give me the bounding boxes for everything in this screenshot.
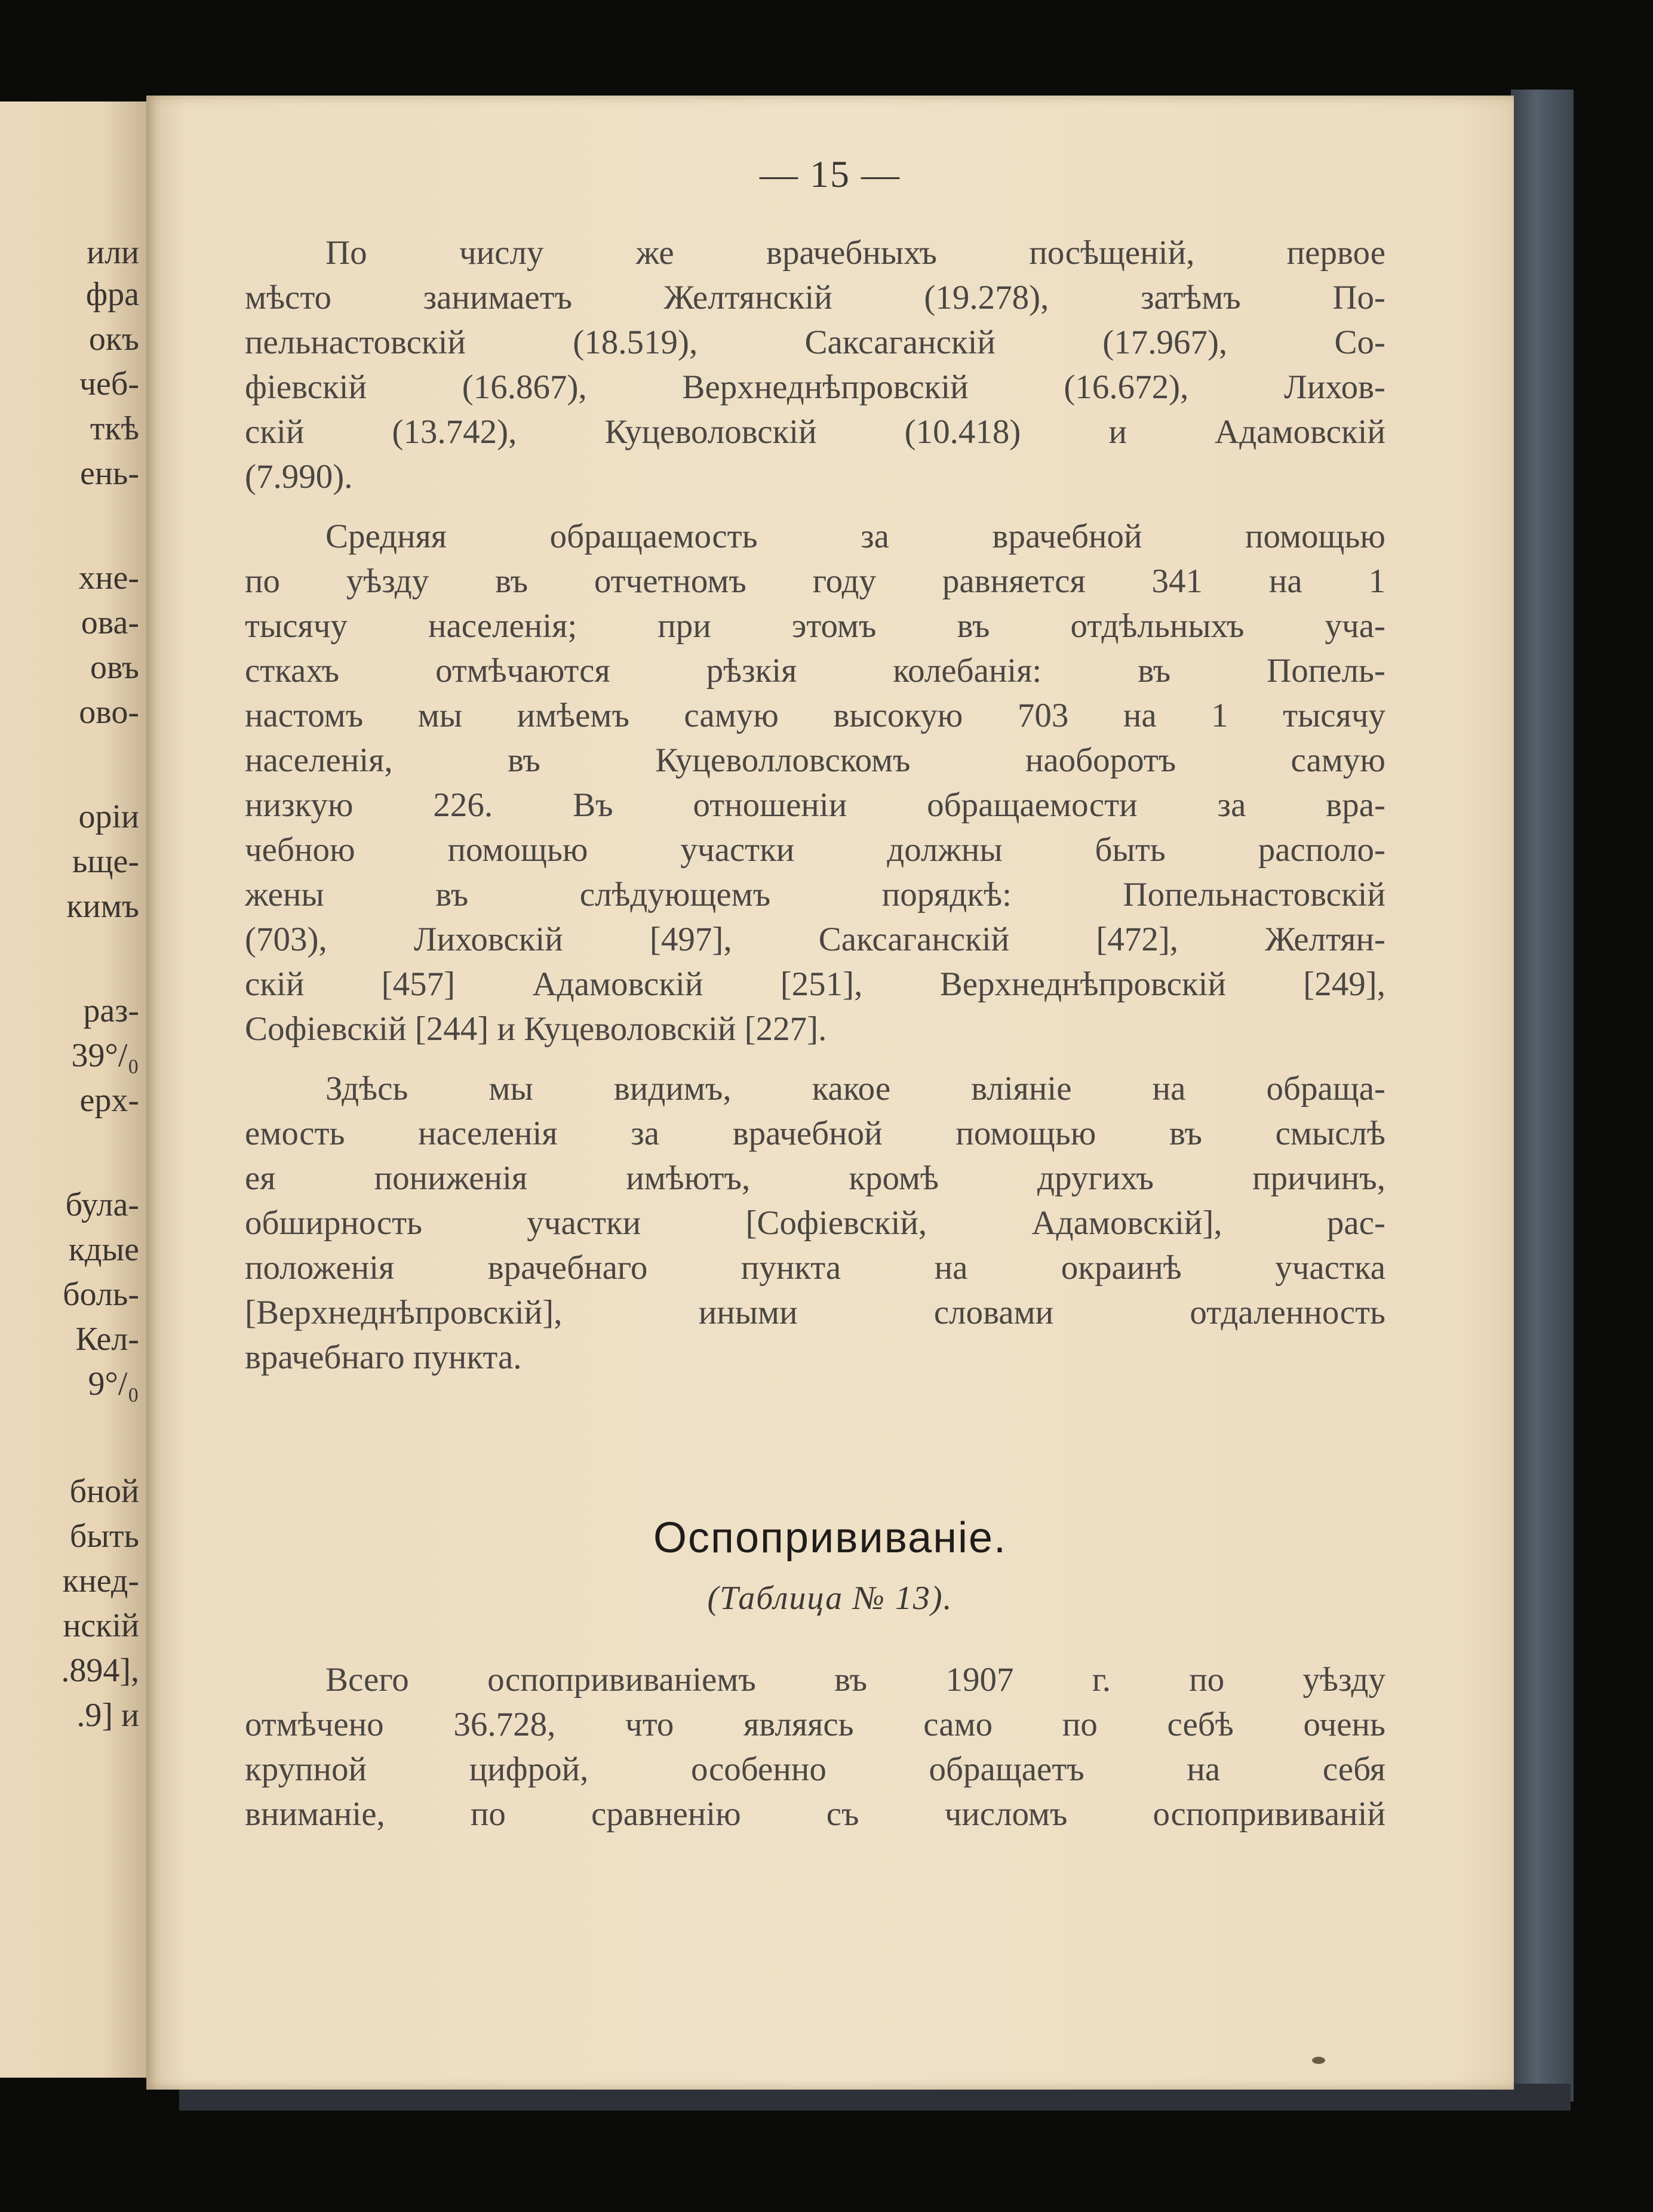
left-page-fragment: хне- [78,559,139,596]
text-line: (7.990). [245,458,353,496]
left-page-fragment: окъ [88,321,139,358]
section-heading: Оспопрививаніе. [653,1514,1007,1562]
book-page [146,96,1514,2090]
text-line: скій (13.742), Куцеволовскій (10.418) и Адамовскій [245,413,1385,451]
text-line: вниманіе, по сравненію съ числомъ оспопрививаній [245,1795,1385,1833]
text-line: Здѣсь мы видимъ, какое вліяніе на обраща- [325,1070,1385,1107]
left-page-fragment: овъ [90,649,139,686]
left-page-fragment: кимъ [66,888,139,925]
text-line: отмѣчено 36.728, что являясь само по себѣ очень [245,1706,1385,1743]
text-line: настомъ мы имѣемъ самую высокую 703 на 1 тысячу [245,697,1385,734]
text-line: тысячу населенія; при этомъ въ отдѣльныхъ уча- [245,607,1385,645]
left-page-fragment: 39°/₀ [71,1037,139,1074]
binding-board [1511,90,1574,2102]
left-page-fragment: нскій [63,1607,139,1644]
left-page-fragment: .894], [61,1652,139,1689]
left-page-fragment: или [87,234,139,271]
left-page-fragment: ень- [79,455,139,492]
section-subheading: (Таблица № 13). [707,1580,953,1617]
text-line: положенія врачебнаго пункта на окраинѣ участка [245,1249,1385,1287]
text-line: чебною помощью участки должны быть располо- [245,831,1385,869]
text-line: Средняя обращаемость за врачебной помощью [325,518,1385,555]
text-line: [Верхнеднѣпровскій], иными словами отдаленность [245,1294,1385,1331]
text-line: По числу же врачебныхъ посѣщеній, первое [325,234,1385,272]
text-line: обширность участки [Софіевскій, Адамовскій], рас- [245,1204,1385,1242]
left-page-fragment: кдые [68,1231,139,1268]
left-page-fragment: боль- [63,1276,139,1313]
left-page-fragment: оріи [78,798,139,835]
left-page-fragment: кнед- [62,1562,139,1599]
left-page-fragment: ова- [81,604,139,641]
text-line: врачебнаго пункта. [245,1339,522,1376]
left-page-fragment: фра [85,276,139,313]
left-page-fragment: Кел- [75,1321,139,1358]
text-line: емость населенія за врачебной помощью въ смыслѣ [245,1115,1385,1152]
left-page-fragment: ткѣ [90,410,139,447]
left-page-fragment: быть [69,1518,139,1555]
left-page-fragment: бной [69,1473,139,1510]
text-line: Всего оспопрививаніемъ въ 1907 г. по уѣзду [325,1661,1385,1699]
left-page-fragment: ово- [79,694,139,731]
left-page-fragment: чеб- [79,365,139,402]
text-line: (703), Лиховскій [497], Саксаганскій [472], Желтян- [245,921,1385,958]
text-line: низкую 226. Въ отношеніи обращаемости за вра- [245,786,1385,824]
left-page-fragment: ерх- [79,1082,139,1119]
text-line: жены въ слѣдующемъ порядкѣ: Попельнастовскій [245,876,1385,913]
text-line: скій [457] Адамовскій [251], Верхнеднѣпровскій [249], [245,965,1385,1003]
text-line: населенія, въ Куцеволловскомъ наоборотъ самую [245,742,1385,779]
paper-speck [1312,2057,1325,2064]
text-line: по уѣзду въ отчетномъ году равняется 341 на 1 [245,562,1385,600]
left-page-fragment: .9] и [76,1697,139,1734]
page-number: — 15 — [760,153,901,195]
left-page-fragment: 9°/₀ [88,1365,139,1402]
left-page-fragment: ьще- [72,843,139,880]
text-line: пельнастовскій (18.519), Саксаганскій (17.967), Со- [245,324,1385,361]
text-line: сткахъ отмѣчаются рѣзкія колебанія: въ Попель- [245,652,1385,690]
text-line: фіевскій (16.867), Верхнеднѣпровскій (16.672), Лихов- [245,368,1385,406]
text-line: крупной цифрой, особенно обращаетъ на себя [245,1750,1385,1788]
text-line: ея пониженія имѣютъ, кромѣ другихъ причинъ, [245,1159,1385,1197]
left-page-fragment: раз- [83,992,139,1029]
previous-page [0,101,146,2078]
left-page-fragment: була- [65,1186,139,1223]
text-line: мѣсто занимаетъ Желтянскій (19.278), затѣмъ По- [245,279,1385,316]
text-line: Софіевскій [244] и Куцеволовскій [227]. [245,1010,827,1048]
